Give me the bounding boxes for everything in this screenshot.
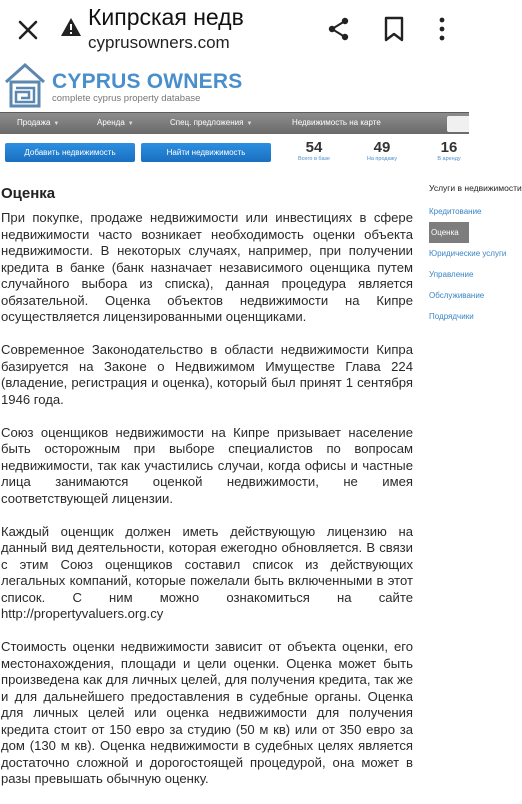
article-paragraph: Современное Законодательство в области недвижимости Кипра базируется на Законе о Недвижимом Имуществе Глава 224 (владение, регистрация и оценка), который был принят 1 сентября 1946 года. — [1, 342, 413, 407]
sidebar-item-valuation[interactable]: Оценка — [429, 222, 469, 243]
logo-title[interactable]: CYPRUS OWNERS — [52, 70, 243, 93]
sidebar-title: Услуги в недвижимости — [429, 183, 522, 193]
sidebar-item-credit[interactable]: Кредитование — [429, 207, 482, 216]
article-paragraph: Каждый оценщик должен иметь действующую лицензию на данный вид деятельности, которая ежегодно обновляется. В связи с этим Союз оценщиков составил список из действующих легальных компаний, которые пожелали быть включенными в этот список. С ним можно ознакомиться на сайте http://propertyvaluers.org.cy — [1, 523, 413, 621]
find-property-button[interactable]: Найти недвижимость — [141, 143, 271, 162]
site-header — [0, 60, 469, 112]
action-bar — [0, 140, 469, 168]
stat-total[interactable] — [292, 140, 336, 162]
stat-for-sale-label: На продажу — [366, 156, 398, 162]
sidebar-item-management[interactable]: Управление — [429, 270, 474, 279]
services-sidebar — [429, 183, 522, 327]
nav-item-special-offers[interactable]: Спец. предложения ▼ — [170, 118, 253, 127]
sidebar-item-legal[interactable]: Юридические услуги — [429, 249, 507, 258]
close-icon[interactable] — [14, 16, 42, 44]
page-title: Кипрская недв — [88, 4, 244, 30]
bookmark-icon[interactable] — [383, 16, 405, 42]
nav-search-box[interactable] — [447, 116, 469, 132]
nav-item-rent[interactable]: Аренда ▼ — [97, 118, 134, 127]
house-logo-icon[interactable] — [4, 62, 46, 108]
share-icon[interactable] — [326, 16, 352, 42]
sidebar-item-maintenance[interactable]: Обслуживание — [429, 291, 485, 300]
stat-for-sale[interactable] — [360, 140, 404, 162]
stat-total-label: Всего в базе — [298, 156, 330, 162]
nav-item-sale[interactable]: Продажа ▼ — [17, 118, 60, 127]
logo-subtitle: complete cyprus property database — [52, 93, 201, 104]
browser-app-bar — [0, 0, 469, 60]
page-url: cyprusowners.com — [88, 33, 230, 52]
sidebar-item-contractors[interactable]: Подрядчики — [429, 312, 474, 321]
stat-for-rent-label: В аренду — [437, 156, 461, 162]
stat-for-rent[interactable] — [427, 140, 471, 162]
article-paragraph: При покупке, продаже недвижимости или инвестициях в сфере недвижимости часто возникает необходимость оценки объекта недвижимости. В некоторых случаях, например, при получении кредита в банке (банк назначает независимого оценщика путем случайного выбора из списка), данная процедура является обязательной. Оценка объектов недвижимости на Кипре осуществляется лицензированными оценщиками. — [1, 210, 413, 324]
stat-for-rent-value: 16 — [440, 139, 458, 156]
main-nav — [0, 112, 469, 134]
stat-total-value: 54 — [305, 139, 323, 156]
article-heading: Оценка — [1, 185, 56, 202]
warning-icon[interactable] — [60, 17, 82, 37]
more-vert-icon[interactable] — [437, 16, 447, 42]
nav-item-map[interactable]: Недвижимость на карте — [292, 118, 381, 127]
stat-for-sale-value: 49 — [373, 139, 391, 156]
article-paragraph: Стоимость оценки недвижимости зависит от объекта оценки, его местонахождения, площади и цели оценки. Оценка может быть произведена как для личных целей, для получения кредита, так же и для дальнейшего предоставления в судебные органы. Оценка для личных целей или оценка недвижимости для получения кредита стоит от 150 евро за студию (50 м кв) или от 350 евро за дом (130 м кв). Оценка недвижимости в судебных целях является достаточно сложной и дорогостоящей процедурой, она может в разы превышать обычную оценку. — [1, 639, 413, 786]
article-paragraph: Союз оценщиков недвижимости на Кипре призывает население быть осторожным при выборе специалистов по вопросам недвижимости, так как участились случаи, когда офисы и частные лица занимаются оценкой недвижимости, не имея соответствующей лицензии. — [1, 424, 413, 506]
add-property-button[interactable]: Добавить недвижимость — [5, 143, 135, 162]
article-body — [1, 210, 413, 804]
